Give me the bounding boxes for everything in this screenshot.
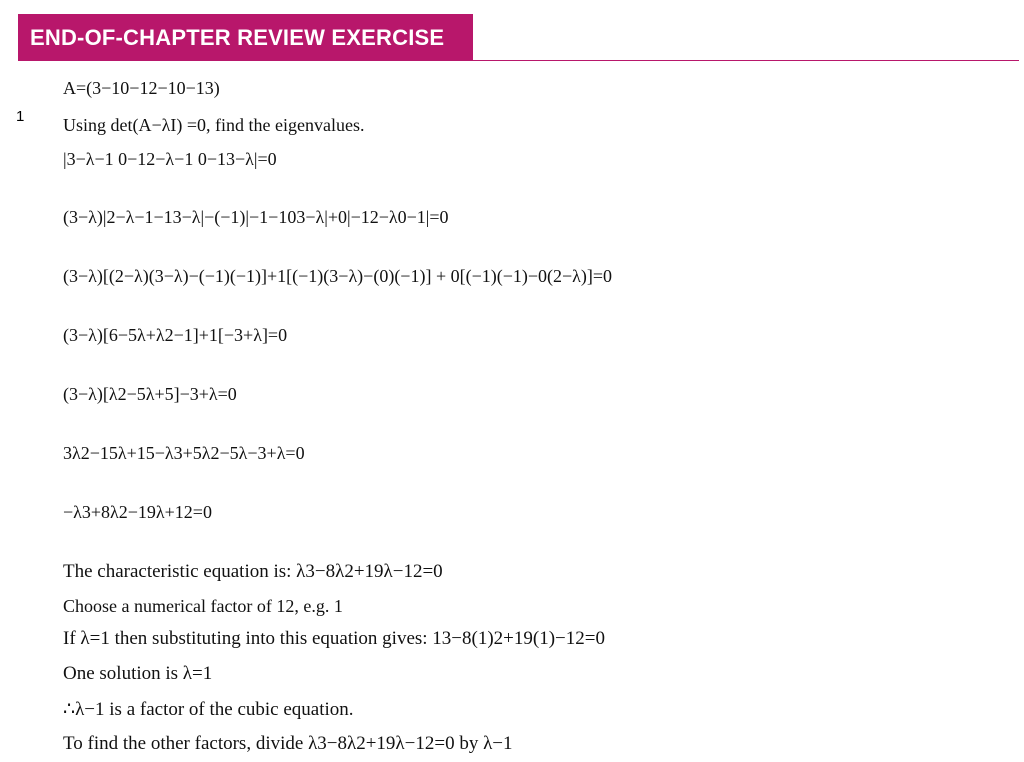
expanded-minors: (3−λ)[(2−λ)(3−λ)−(−1)(−1)]+1[(−1)(3−λ)−(0)(−1)] + 0[(−1)(−1)−0(2−λ)]=0 bbox=[63, 266, 613, 286]
matrix-definition: A=(3−10−12−10−13) bbox=[63, 78, 220, 98]
cubic-equation: −λ3+8λ2−19λ+12=0 bbox=[63, 502, 212, 522]
factor-choice: Choose a numerical factor of 12, e.g. 1 bbox=[63, 596, 343, 616]
simplified-step-1: (3−λ)[6−5λ+λ2−1]+1[−3+λ]=0 bbox=[63, 325, 288, 345]
header-divider bbox=[18, 60, 1019, 61]
division-instruction: To find the other factors, divide λ3−8λ2+19λ−12=0 by λ−1 bbox=[63, 733, 513, 754]
question-number: 1 bbox=[16, 108, 25, 125]
determinant-equation: |3−λ−1 0−12−λ−1 0−13−λ|=0 bbox=[63, 149, 277, 169]
factor-statement: ∴λ−1 is a factor of the cubic equation. bbox=[63, 699, 354, 720]
instruction-line: Using det(A−λI) =0, find the eigenvalues. bbox=[63, 115, 365, 135]
chapter-banner: END-OF-CHAPTER REVIEW EXERCISE 20 bbox=[18, 14, 473, 61]
simplified-step-2: (3−λ)[λ2−5λ+5]−3+λ=0 bbox=[63, 384, 237, 404]
substitution-check: If λ=1 then substituting into this equation gives: 13−8(1)2+19(1)−12=0 bbox=[63, 628, 605, 649]
expanded-polynomial: 3λ2−15λ+15−λ3+5λ2−5λ−3+λ=0 bbox=[63, 443, 305, 463]
cofactor-expansion: (3−λ)|2−λ−1−13−λ|−(−1)|−1−103−λ|+0|−12−λ0−1|=0 bbox=[63, 207, 449, 227]
characteristic-equation: The characteristic equation is: λ3−8λ2+19λ−12=0 bbox=[63, 561, 443, 582]
one-solution: One solution is λ=1 bbox=[63, 663, 213, 684]
